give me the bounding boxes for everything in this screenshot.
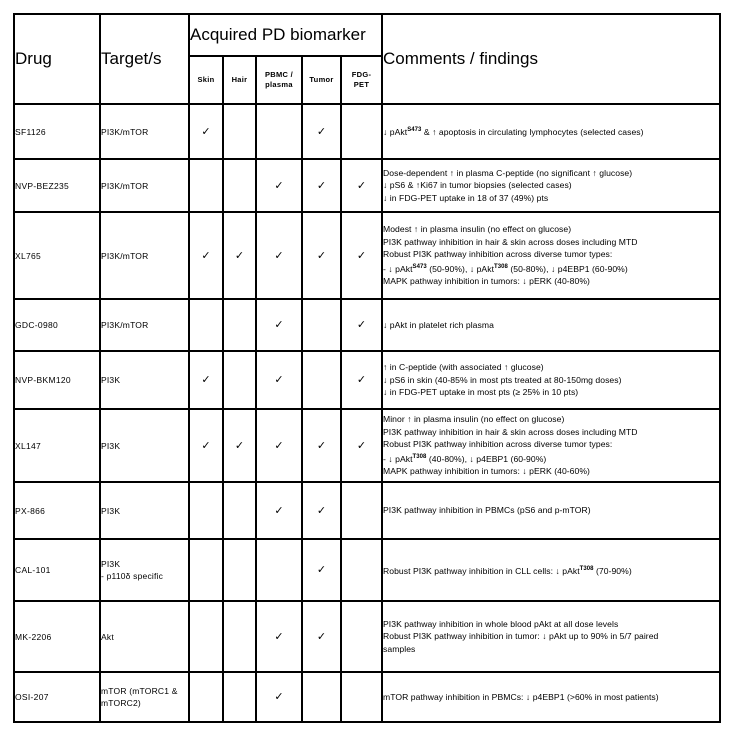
cell-checkmark-pbmc-plasma [256, 212, 302, 299]
table-header [14, 14, 720, 104]
cell-drug: SF1126 [14, 104, 100, 159]
cell-checkmark-tumor [302, 409, 341, 482]
comment-line: ↑ in C-peptide (with associated ↑ glucose) [383, 362, 544, 373]
table-row [14, 672, 720, 722]
cell-empty-hair [223, 672, 256, 722]
comment-line: Robust PI3K pathway inhibition in tumor: ↓ pAkt up to 90% in 5/7 paired [383, 631, 659, 642]
cell-empty-tumor [302, 672, 341, 722]
cell-comments [382, 601, 720, 672]
pd-biomarker-table [13, 13, 721, 723]
comment-line: Dose-dependent ↑ in plasma C-peptide (no significant ↑ glucose) [383, 167, 633, 178]
cell-drug: XL147 [14, 409, 100, 482]
comment-line: ↓ pAkt in platelet rich plasma [383, 319, 494, 330]
cell-empty-skin [189, 539, 223, 601]
cell-checkmark-fdg-pet [341, 409, 382, 482]
comment-line: PI3K pathway inhibition in whole blood pAkt at all dose levels [383, 618, 619, 629]
cell-comments [382, 539, 720, 601]
comment-line: Robust PI3K pathway inhibition across diverse tumor types: [383, 249, 613, 260]
comment-line: ↓ pS6 in skin (40-85% in most pts treated at 80-150mg doses) [383, 374, 622, 385]
cell-empty-fdg-pet [341, 104, 382, 159]
cell-empty-skin [189, 159, 223, 212]
comment-line: ↓ pS6 & ↑Ki67 in tumor biopsies (selected cases) [383, 180, 572, 191]
table-row [14, 601, 720, 672]
comment-line: ↓ in FDG-PET uptake in most pts (≥ 25% in 10 pts) [383, 387, 579, 398]
comment-line: MAPK pathway inhibition in tumors: ↓ pERK (40-80%) [383, 276, 590, 287]
cell-checkmark-tumor [302, 212, 341, 299]
cell-empty-hair [223, 159, 256, 212]
comment-line: Modest ↑ in plasma insulin (no effect on glucose) [383, 224, 572, 235]
cell-target: PI3K [100, 409, 189, 482]
cell-comments [382, 672, 720, 722]
header-biomarker-tumor: Tumor [302, 56, 341, 104]
cell-empty-skin [189, 601, 223, 672]
cell-empty-hair [223, 482, 256, 539]
cell-target: PI3K [100, 482, 189, 539]
table-row [14, 104, 720, 159]
comment-line: samples [383, 643, 416, 654]
cell-target: Akt [100, 601, 189, 672]
cell-empty-hair [223, 539, 256, 601]
cell-checkmark-pbmc-plasma [256, 482, 302, 539]
cell-checkmark-skin [189, 104, 223, 159]
cell-empty-fdg-pet [341, 482, 382, 539]
cell-checkmark-hair [223, 409, 256, 482]
table-row [14, 482, 720, 539]
cell-target: PI3K/mTOR [100, 104, 189, 159]
cell-drug: OSI-207 [14, 672, 100, 722]
cell-checkmark-tumor [302, 159, 341, 212]
cell-empty-fdg-pet [341, 672, 382, 722]
checkmark-icon: ✓ [356, 178, 367, 192]
header-biomarker-hair: Hair [223, 56, 256, 104]
cell-target: PI3K/mTOR [100, 159, 189, 212]
cell-checkmark-pbmc-plasma [256, 159, 302, 212]
cell-checkmark-pbmc-plasma [256, 351, 302, 409]
cell-comments [382, 159, 720, 212]
checkmark-icon: ✓ [201, 438, 211, 452]
cell-drug: GDC-0980 [14, 299, 100, 351]
checkmark-icon: ✓ [274, 373, 284, 386]
header-biomarker-skin: Skin [189, 56, 223, 104]
cell-checkmark-hair [223, 212, 256, 299]
cell-target: PI3K/mTOR [100, 212, 189, 299]
cell-checkmark-skin [189, 351, 223, 409]
table-row [14, 299, 720, 351]
table-row [14, 159, 720, 212]
cell-empty-fdg-pet [341, 539, 382, 601]
cell-empty-tumor [302, 299, 341, 351]
header-drug: Drug [14, 14, 100, 104]
cell-drug: XL765 [14, 212, 100, 299]
checkmark-icon: ✓ [201, 373, 211, 386]
header-biomarker-fdg-pet: FDG- PET [341, 56, 382, 104]
comment-line: PI3K pathway inhibition in PBMCs (pS6 and p-mTOR) [383, 505, 591, 516]
checkmark-icon: ✓ [316, 563, 327, 576]
cell-drug: NVP-BKM120 [14, 351, 100, 409]
cell-comments [382, 299, 720, 351]
cell-target: PI3K/mTOR [100, 299, 189, 351]
cell-checkmark-fdg-pet [341, 351, 382, 409]
checkmark-icon: ✓ [234, 248, 245, 262]
comment-line: Minor ↑ in plasma insulin (no effect on glucose) [383, 414, 565, 425]
cell-empty-pbmc-plasma [256, 539, 302, 601]
comment-line: - ↓ pAkt$^{T308}$ (40-80%), ↓ p4EBP1 (60-90%) [383, 453, 547, 464]
cell-checkmark-fdg-pet [341, 212, 382, 299]
checkmark-icon: ✓ [356, 318, 367, 331]
cell-checkmark-pbmc-plasma [256, 409, 302, 482]
comment-line: Robust PI3K pathway inhibition across diverse tumor types: [383, 439, 613, 450]
cell-empty-fdg-pet [341, 601, 382, 672]
cell-empty-hair [223, 601, 256, 672]
table-row [14, 539, 720, 601]
cell-checkmark-skin [189, 212, 223, 299]
comment-line: ↓ pAkt$^{S473}$ & ↑ apoptosis in circulating lymphocytes (selected cases) [383, 127, 644, 138]
table-row [14, 212, 720, 299]
checkmark-icon: ✓ [274, 438, 284, 452]
comment-line: PI3K pathway inhibition in hair & skin across doses including MTD [383, 236, 638, 247]
checkmark-icon: ✓ [274, 629, 284, 643]
cell-checkmark-skin [189, 409, 223, 482]
cell-drug: CAL-101 [14, 539, 100, 601]
checkmark-icon: ✓ [316, 629, 327, 643]
cell-empty-pbmc-plasma [256, 104, 302, 159]
cell-comments [382, 212, 720, 299]
cell-drug: PX-866 [14, 482, 100, 539]
cell-target: PI3K [100, 351, 189, 409]
cell-checkmark-pbmc-plasma [256, 672, 302, 722]
checkmark-icon: ✓ [201, 248, 211, 262]
header-target: Target/s [100, 14, 189, 104]
cell-checkmark-tumor [302, 482, 341, 539]
cell-empty-tumor [302, 351, 341, 409]
cell-checkmark-fdg-pet [341, 159, 382, 212]
checkmark-icon: ✓ [274, 178, 284, 192]
cell-target: PI3K - p110δ specific [100, 539, 189, 601]
cell-empty-skin [189, 482, 223, 539]
table-row [14, 409, 720, 482]
cell-checkmark-tumor [302, 104, 341, 159]
checkmark-icon: ✓ [201, 124, 211, 138]
checkmark-icon: ✓ [356, 373, 367, 386]
comment-line: - ↓ pAkt$^{S473}$ (50-90%), ↓ pAkt$^{T308}$ (50-80%), ↓ p4EBP1 (60-90%) [383, 263, 628, 274]
comment-line: ↓ in FDG-PET uptake in 18 of 37 (49%) pts [383, 192, 549, 203]
header-biomarker-group: Acquired PD biomarker [189, 14, 382, 56]
comment-line: MAPK pathway inhibition in tumors: ↓ pERK (40-60%) [383, 466, 590, 477]
comment-line: Robust PI3K pathway inhibition in CLL cells: ↓ pAkt$^{T308}$ (70-90%) [383, 565, 632, 576]
checkmark-icon: ✓ [274, 690, 284, 703]
checkmark-icon: ✓ [234, 438, 245, 452]
cell-checkmark-tumor [302, 539, 341, 601]
cell-checkmark-pbmc-plasma [256, 299, 302, 351]
table-row [14, 351, 720, 409]
comment-line: PI3K pathway inhibition in hair & skin across doses including MTD [383, 426, 638, 437]
cell-comments [382, 482, 720, 539]
cell-empty-hair [223, 104, 256, 159]
checkmark-icon: ✓ [274, 248, 284, 262]
cell-target: mTOR (mTORC1 & mTORC2) [100, 672, 189, 722]
checkmark-icon: ✓ [316, 178, 327, 192]
cell-comments [382, 104, 720, 159]
cell-checkmark-fdg-pet [341, 299, 382, 351]
comment-line: mTOR pathway inhibition in PBMCs: ↓ p4EBP1 (>60% in most patients) [383, 691, 659, 702]
header-comments: Comments / findings [382, 14, 720, 104]
cell-empty-skin [189, 299, 223, 351]
cell-empty-hair [223, 299, 256, 351]
cell-comments [382, 351, 720, 409]
header-biomarker-pbmc-plasma: PBMC / plasma [256, 56, 302, 104]
cell-comments [382, 409, 720, 482]
cell-drug: MK-2206 [14, 601, 100, 672]
checkmark-icon: ✓ [316, 124, 327, 138]
cell-empty-hair [223, 351, 256, 409]
header-row-top [14, 14, 720, 56]
checkmark-icon: ✓ [316, 503, 327, 517]
table-body [14, 104, 720, 722]
cell-drug: NVP-BEZ235 [14, 159, 100, 212]
cell-checkmark-pbmc-plasma [256, 601, 302, 672]
cell-empty-skin [189, 672, 223, 722]
checkmark-icon: ✓ [316, 438, 327, 452]
checkmark-icon: ✓ [356, 438, 367, 452]
checkmark-icon: ✓ [274, 503, 284, 517]
checkmark-icon: ✓ [316, 248, 327, 262]
checkmark-icon: ✓ [274, 318, 284, 331]
checkmark-icon: ✓ [356, 248, 367, 262]
cell-checkmark-tumor [302, 601, 341, 672]
